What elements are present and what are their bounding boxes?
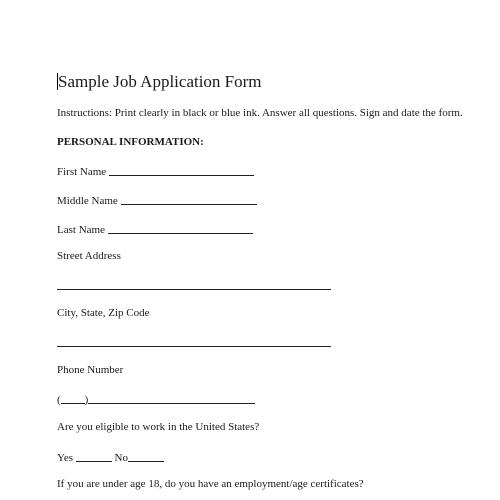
middle-name-label: Middle Name xyxy=(57,195,118,207)
street-address-field[interactable] xyxy=(57,289,331,290)
phone-number-field[interactable] xyxy=(88,392,255,404)
phone-label: Phone Number xyxy=(57,364,124,376)
last-name-label: Last Name xyxy=(57,224,105,236)
eligible-question: Are you eligible to work in the United States? xyxy=(57,421,260,433)
phone-row xyxy=(57,392,255,407)
street-address-label: Street Address xyxy=(57,250,121,262)
phone-paren-open: ( xyxy=(57,394,61,406)
last-name-row xyxy=(57,222,253,237)
city-state-zip-field[interactable] xyxy=(57,346,331,347)
form-title: Sample Job Application Form xyxy=(58,72,262,91)
no-field[interactable] xyxy=(128,450,164,462)
yes-label: Yes xyxy=(57,452,74,464)
city-state-zip-label: City, State, Zip Code xyxy=(57,307,150,319)
phone-paren-close: ) xyxy=(84,394,89,406)
first-name-field[interactable] xyxy=(109,164,254,176)
phone-area-code-field[interactable] xyxy=(61,392,85,404)
no-label: No xyxy=(114,452,128,464)
first-name-label: First Name xyxy=(57,166,107,178)
eligible-answer-row xyxy=(57,450,164,465)
age-question: If you are under age 18, do you have an employment/age certificates? xyxy=(57,478,364,490)
yes-field[interactable] xyxy=(76,450,112,462)
last-name-field[interactable] xyxy=(108,222,253,234)
instructions-text: Instructions: Print clearly in black or blue ink. Answer all questions. Sign and date the form. xyxy=(57,107,463,119)
first-name-row xyxy=(57,164,254,179)
middle-name-field[interactable] xyxy=(121,193,257,205)
middle-name-row xyxy=(57,193,257,208)
section-heading-personal: PERSONAL INFORMATION: xyxy=(57,136,204,148)
